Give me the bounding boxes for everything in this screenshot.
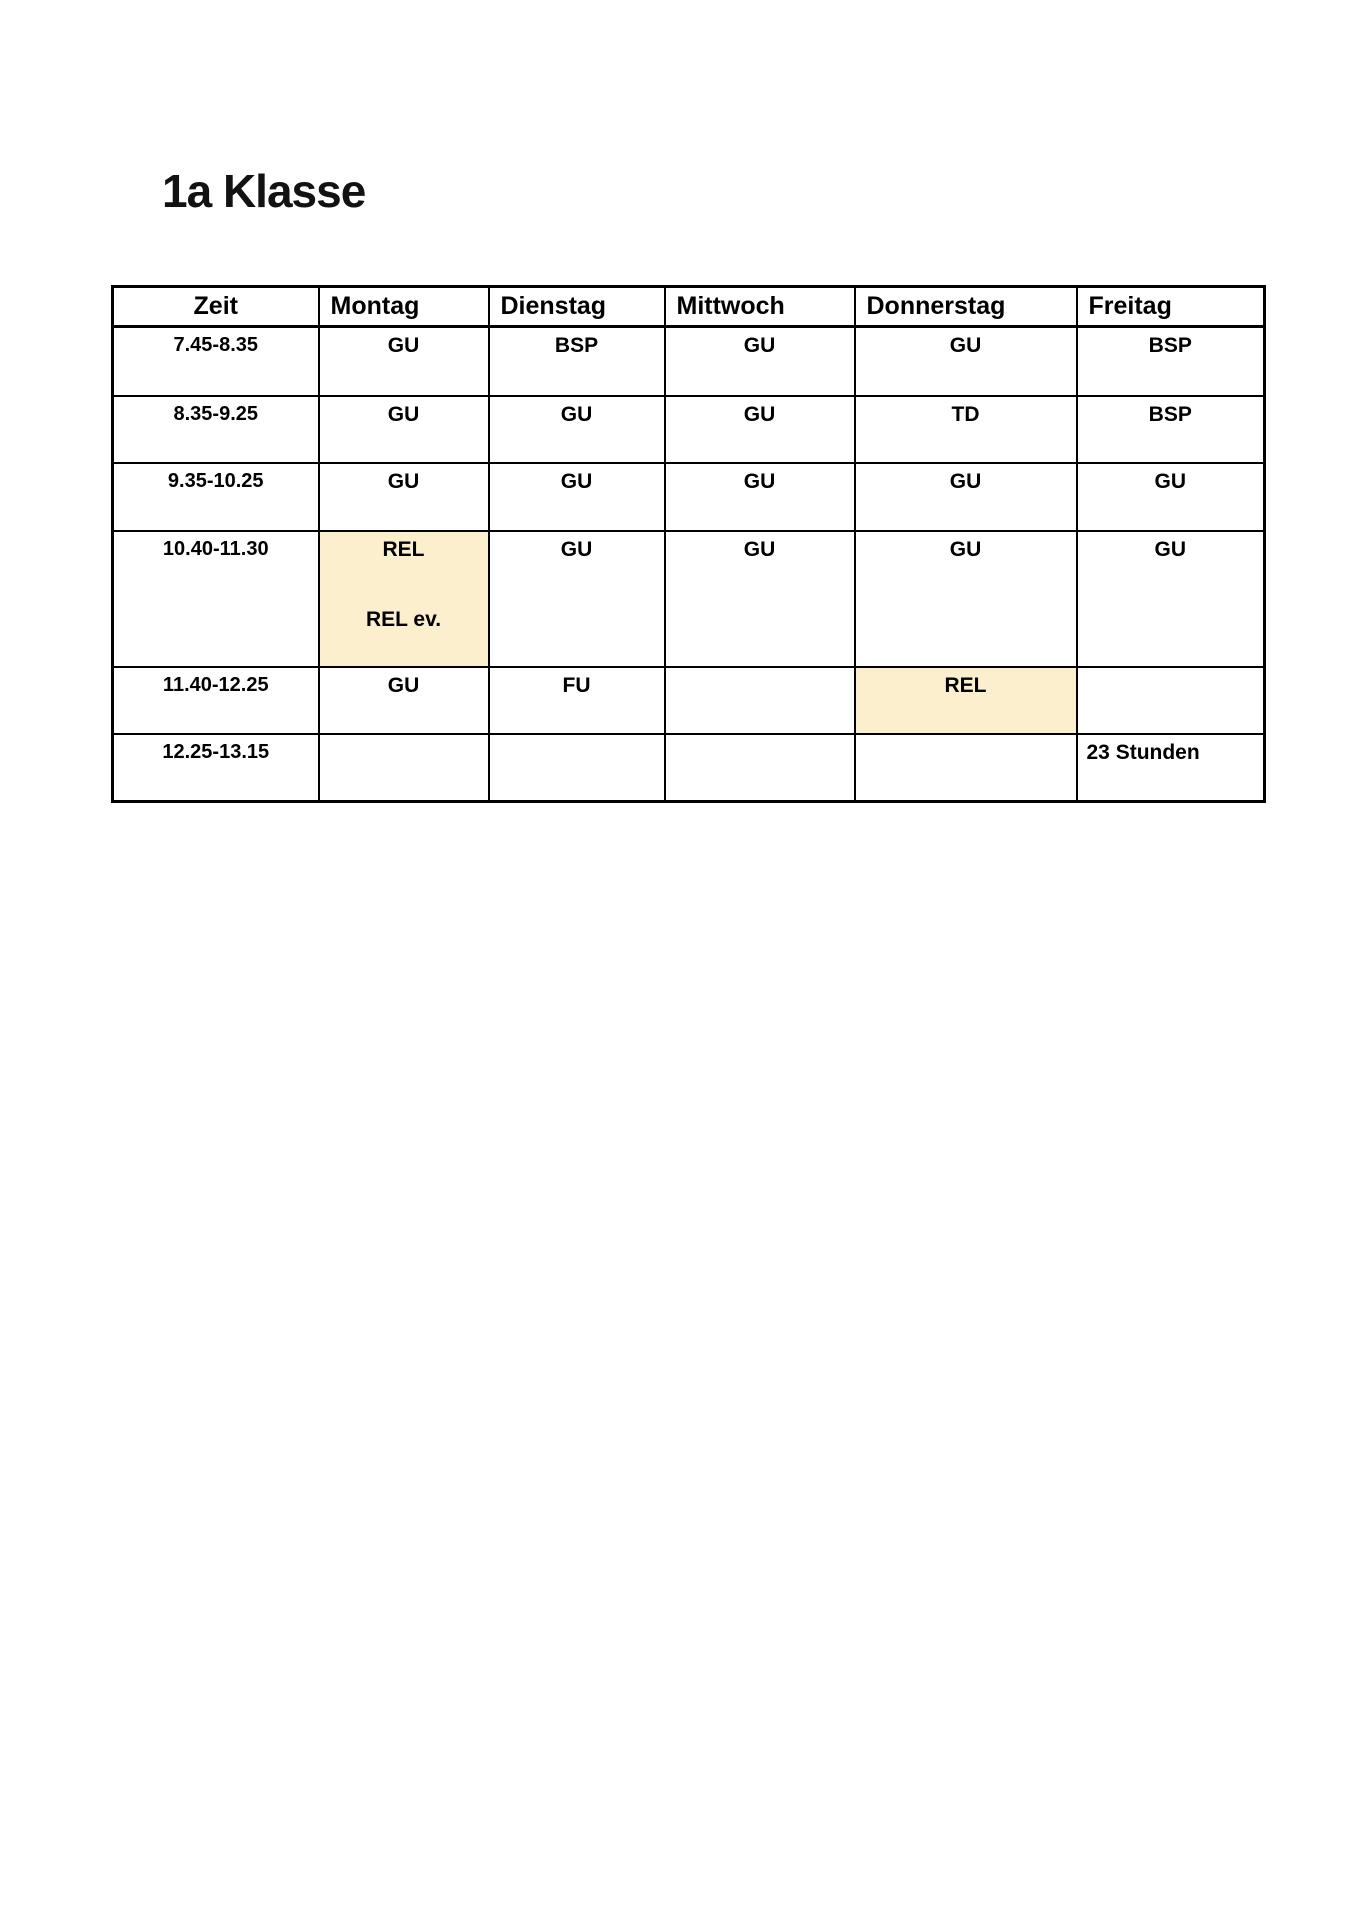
timetable-row <box>113 396 1265 463</box>
timetable-cell: GU <box>319 667 489 734</box>
timetable-row <box>113 463 1265 531</box>
timetable-cell <box>665 667 855 734</box>
timetable <box>111 285 1266 803</box>
timetable-cell <box>319 734 489 802</box>
cell-line: REL <box>382 537 425 561</box>
timetable-cell: TD <box>855 396 1077 463</box>
timetable-cell <box>1077 667 1265 734</box>
timetable-cell: GU <box>855 327 1077 396</box>
timetable-row <box>113 531 1265 667</box>
time-cell: 11.40-12.25 <box>113 667 319 734</box>
timetable-cell: GU <box>665 327 855 396</box>
timetable-row <box>113 734 1265 802</box>
timetable-cell: GU <box>1077 531 1265 667</box>
time-cell: 8.35-9.25 <box>113 396 319 463</box>
time-cell: 9.35-10.25 <box>113 463 319 531</box>
timetable-row <box>113 667 1265 734</box>
timetable-cell: GU <box>319 396 489 463</box>
column-header-zeit: Zeit <box>113 287 319 327</box>
time-cell: 7.45-8.35 <box>113 327 319 396</box>
column-header-freitag: Freitag <box>1077 287 1265 327</box>
column-header-montag: Montag <box>319 287 489 327</box>
timetable-cell: GU <box>855 531 1077 667</box>
timetable-cell: GU <box>1077 463 1265 531</box>
cell-line: REL ev. <box>365 607 442 631</box>
time-cell: 10.40-11.30 <box>113 531 319 667</box>
column-header-mittwoch: Mittwoch <box>665 287 855 327</box>
timetable-cell: BSP <box>1077 396 1265 463</box>
timetable-header <box>113 287 1265 327</box>
header-row <box>113 287 1265 327</box>
timetable-cell: 23 Stunden <box>1077 734 1265 802</box>
page-title: 1a Klasse <box>162 165 366 217</box>
timetable-cell: GU <box>665 396 855 463</box>
timetable-cell: GU <box>855 463 1077 531</box>
timetable-cell: GU <box>489 531 665 667</box>
timetable-cell: GU <box>665 463 855 531</box>
timetable-row <box>113 327 1265 396</box>
time-cell: 12.25-13.15 <box>113 734 319 802</box>
column-header-donnerstag: Donnerstag <box>855 287 1077 327</box>
timetable-cell <box>489 734 665 802</box>
timetable-cell: REL <box>855 667 1077 734</box>
timetable-cell: GU <box>489 396 665 463</box>
timetable-cell: GU <box>319 463 489 531</box>
timetable-cell <box>855 734 1077 802</box>
timetable-cell: BSP <box>489 327 665 396</box>
timetable-cell: BSP <box>1077 327 1265 396</box>
timetable-cell <box>665 734 855 802</box>
timetable-cell: FU <box>489 667 665 734</box>
timetable-cell: GU <box>319 327 489 396</box>
timetable-cell <box>319 531 489 667</box>
timetable-cell: GU <box>665 531 855 667</box>
timetable-body <box>113 327 1265 802</box>
column-header-dienstag: Dienstag <box>489 287 665 327</box>
timetable-cell: GU <box>489 463 665 531</box>
